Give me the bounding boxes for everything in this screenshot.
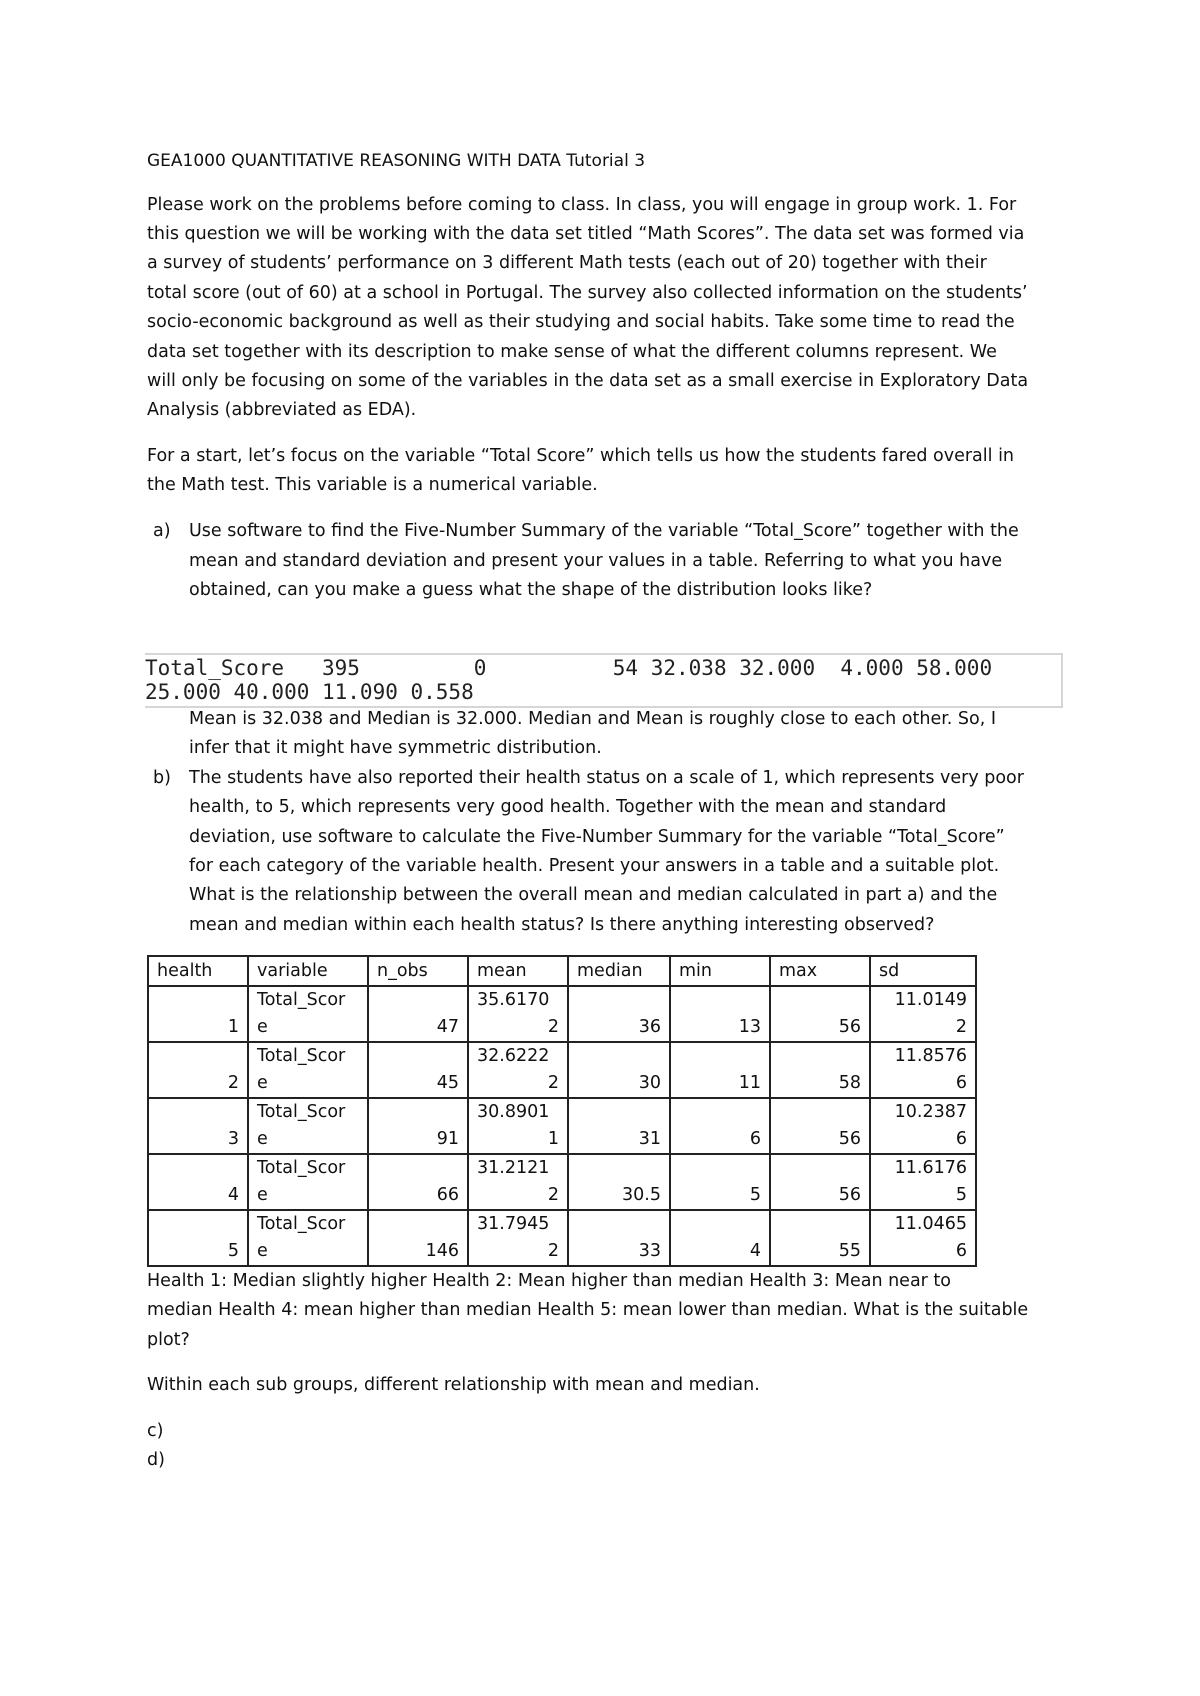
cell-min: 5 [670, 1154, 770, 1210]
answer-b-line: median Health 4: mean higher than median Health 5: mean lower than median. What is the suitable [147, 1300, 1029, 1320]
part-c-label: c) [147, 1421, 164, 1441]
part-b-label: b) [153, 768, 171, 788]
part-a-line: mean and standard deviation and present your values in a table. Referring to what you have [189, 551, 1003, 571]
part-d-label: d) [147, 1450, 165, 1470]
cell-n-obs: 47 [368, 986, 468, 1042]
col-header-health: health [148, 956, 248, 986]
cell-sd: 11.8576 6 [870, 1042, 976, 1098]
table-row [148, 986, 976, 1042]
cell-n-obs: 66 [368, 1154, 468, 1210]
cell-min: 4 [670, 1210, 770, 1266]
para2-line: the Math test. This variable is a numerical variable. [147, 475, 598, 495]
cell-variable: Total_Scor e [248, 1210, 368, 1266]
cell-mean: 31.7945 2 [468, 1210, 568, 1266]
cell-sd: 11.0465 6 [870, 1210, 976, 1266]
document-title: GEA1000 QUANTITATIVE REASONING WITH DATA Tutorial 3 [147, 151, 646, 171]
cell-median: 31 [568, 1098, 670, 1154]
intro-line: socio-economic background as well as their studying and social habits. Take some time to read the [147, 312, 1015, 332]
part-a-label: a) [153, 521, 171, 541]
col-header-mean: mean [468, 956, 568, 986]
intro-line: a survey of students’ performance on 3 different Math tests (each out of 20) together with their [147, 253, 987, 273]
cell-median: 30 [568, 1042, 670, 1098]
col-header-variable: variable [248, 956, 368, 986]
cell-sd: 11.6176 5 [870, 1154, 976, 1210]
cell-sd: 10.2387 6 [870, 1098, 976, 1154]
table-row [148, 1042, 976, 1098]
cell-max: 56 [770, 986, 870, 1042]
col-header-max: max [770, 956, 870, 986]
cell-mean: 35.6170 2 [468, 986, 568, 1042]
intro-line: Please work on the problems before coming to class. In class, you will engage in group work. 1. For [147, 195, 1017, 215]
cell-max: 56 [770, 1098, 870, 1154]
intro-line: total score (out of 60) at a school in Portugal. The survey also collected information on the students’ [147, 283, 1028, 303]
cell-variable: Total_Scor e [248, 1098, 368, 1154]
cell-mean: 32.6222 2 [468, 1042, 568, 1098]
answer-b-line: plot? [147, 1330, 190, 1350]
table-header-row [148, 956, 976, 986]
part-b-line: deviation, use software to calculate the Five-Number Summary for the variable “Total_Score” [189, 827, 1005, 847]
code-output-box [145, 653, 1063, 708]
cell-median: 33 [568, 1210, 670, 1266]
cell-health: 5 [148, 1210, 248, 1266]
cell-max: 56 [770, 1154, 870, 1210]
intro-line: will only be focusing on some of the variables in the data set as a small exercise in Exploratory Data [147, 371, 1029, 391]
cell-n-obs: 45 [368, 1042, 468, 1098]
table-row [148, 1098, 976, 1154]
col-header-median: median [568, 956, 670, 986]
part-b-line: The students have also reported their health status on a scale of 1, which represents very poor [189, 768, 1024, 788]
cell-median: 36 [568, 986, 670, 1042]
answer-a-line: Mean is 32.038 and Median is 32.000. Median and Mean is roughly close to each other. So, I [189, 709, 997, 729]
col-header-sd: sd [870, 956, 976, 986]
cell-max: 58 [770, 1042, 870, 1098]
answer-b-line: Health 1: Median slightly higher Health 2: Mean higher than median Health 3: Mean near to [147, 1271, 952, 1291]
health-summary-table [147, 955, 977, 1267]
part-b-line: What is the relationship between the overall mean and median calculated in part a) and the [189, 885, 998, 905]
part-b-line: health, to 5, which represents very good health. Together with the mean and standard [189, 797, 947, 817]
col-header-min: min [670, 956, 770, 986]
cell-n-obs: 146 [368, 1210, 468, 1266]
cell-health: 2 [148, 1042, 248, 1098]
cell-min: 6 [670, 1098, 770, 1154]
part-b-line: for each category of the variable health. Present your answers in a table and a suitable plot. [189, 856, 1000, 876]
code-output-line: Total_Score 395 0 54 32.038 32.000 4.000 58.000 [145, 656, 993, 680]
cell-variable: Total_Scor e [248, 1154, 368, 1210]
cell-mean: 31.2121 2 [468, 1154, 568, 1210]
table-row [148, 1210, 976, 1266]
cell-max: 55 [770, 1210, 870, 1266]
cell-health: 4 [148, 1154, 248, 1210]
col-header-n-obs: n_obs [368, 956, 468, 986]
cell-health: 1 [148, 986, 248, 1042]
cell-median: 30.5 [568, 1154, 670, 1210]
intro-line: Analysis (abbreviated as EDA). [147, 400, 417, 420]
intro-line: this question we will be working with the data set titled “Math Scores”. The data set was formed via [147, 224, 1025, 244]
intro-line: data set together with its description to make sense of what the different columns represent. We [147, 342, 997, 362]
table-row [148, 1154, 976, 1210]
cell-variable: Total_Scor e [248, 986, 368, 1042]
part-b-line: mean and median within each health status? Is there anything interesting observed? [189, 915, 935, 935]
cell-min: 13 [670, 986, 770, 1042]
answer-a-line: infer that it might have symmetric distribution. [189, 738, 602, 758]
cell-variable: Total_Scor e [248, 1042, 368, 1098]
answer-b-summary: Within each sub groups, different relationship with mean and median. [147, 1375, 760, 1395]
cell-n-obs: 91 [368, 1098, 468, 1154]
part-a-line: Use software to find the Five-Number Summary of the variable “Total_Score” together with the [189, 521, 1019, 541]
code-output-line: 25.000 40.000 11.090 0.558 [145, 680, 474, 704]
cell-min: 11 [670, 1042, 770, 1098]
para2-line: For a start, let’s focus on the variable “Total Score” which tells us how the students fared overall in [147, 446, 1015, 466]
part-a-line: obtained, can you make a guess what the shape of the distribution looks like? [189, 580, 873, 600]
cell-mean: 30.8901 1 [468, 1098, 568, 1154]
cell-sd: 11.0149 2 [870, 986, 976, 1042]
cell-health: 3 [148, 1098, 248, 1154]
